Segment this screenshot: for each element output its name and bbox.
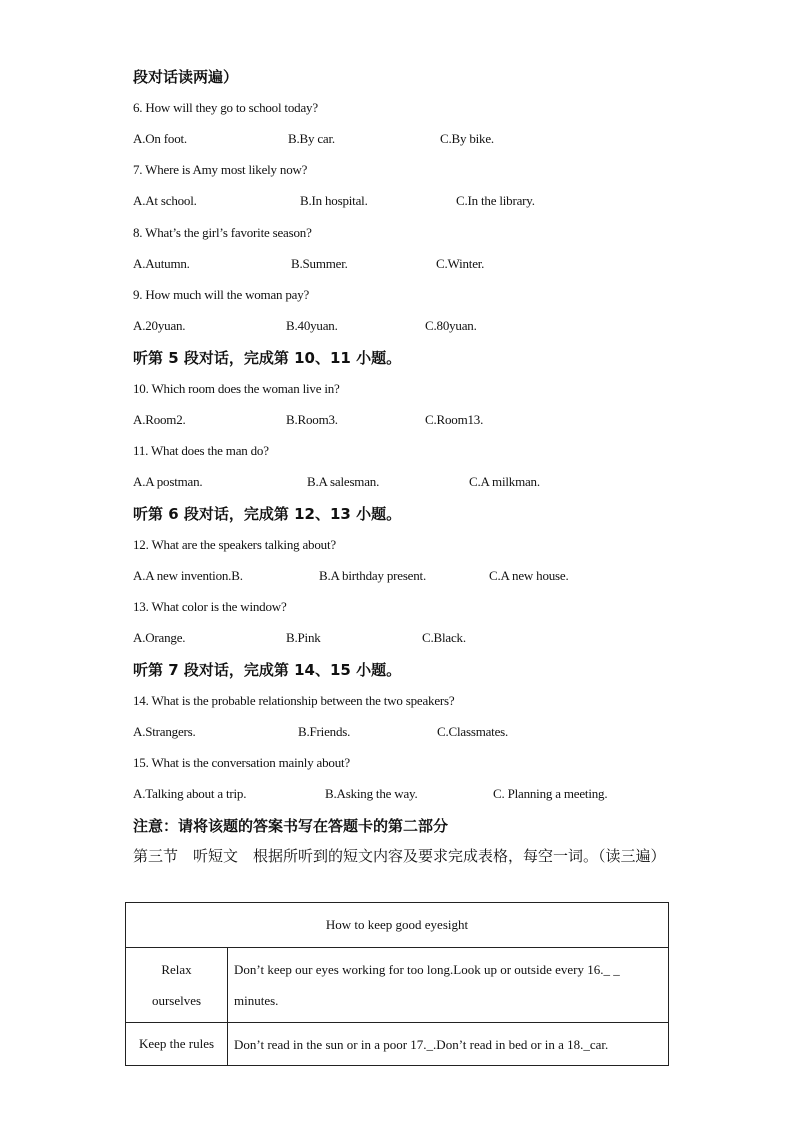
q15-option-a: A.Talking about a trip. xyxy=(133,786,247,801)
q13-option-b: B.Pink xyxy=(286,630,321,645)
row-content-rules: Don’t read in the sun or in a poor 17._.Don’t read in bed or in a 18._car. xyxy=(228,1023,669,1066)
question-13: 13. What color is the window? xyxy=(133,599,287,614)
section-fragment-heading: 段对话读两遍） xyxy=(133,68,239,86)
section-heading-7: 听第 7 段对话，完成第 14、15 小题。 xyxy=(133,661,402,679)
question-7: 7. Where is Amy most likely now? xyxy=(133,162,308,177)
q13-option-c: C.Black. xyxy=(422,630,466,645)
q9-option-a: A.20yuan. xyxy=(133,318,186,333)
q12-option-b: B.A birthday present. xyxy=(319,568,427,583)
q7-option-b: B.In hospital. xyxy=(300,193,368,208)
q8-option-c: C.Winter. xyxy=(436,256,485,271)
q6-option-c: C.By bike. xyxy=(440,131,494,146)
q15-option-b: B.Asking the way. xyxy=(325,786,418,801)
row-content-relax xyxy=(228,948,669,1023)
q10-option-a: A.Room2. xyxy=(133,412,186,427)
q12-option-c: C.A new house. xyxy=(489,568,569,583)
q9-option-b: B.40yuan. xyxy=(286,318,338,333)
q6-option-b: B.By car. xyxy=(288,131,335,146)
q8-option-b: B.Summer. xyxy=(291,256,348,271)
eyesight-table xyxy=(125,902,669,1066)
q7-option-c: C.In the library. xyxy=(456,193,535,208)
table-caption: How to keep good eyesight xyxy=(126,903,669,948)
row-label-relax xyxy=(126,948,228,1023)
table-row xyxy=(126,1023,669,1066)
section-heading-5: 听第 5 段对话，完成第 10、11 小题。 xyxy=(133,349,402,367)
q11-option-c: C.A milkman. xyxy=(469,474,540,489)
row-label-rules: Keep the rules xyxy=(126,1023,228,1066)
question-6: 6. How will they go to school today? xyxy=(133,100,318,115)
section-3-instructions: 第三节 听短文 根据所听到的短文内容及要求完成表格，每空一词。（读三遍） xyxy=(133,847,666,865)
q8-option-a: A.Autumn. xyxy=(133,256,190,271)
q14-option-b: B.Friends. xyxy=(298,724,351,739)
q9-option-c: C.80yuan. xyxy=(425,318,477,333)
question-8: 8. What’s the girl’s favorite season? xyxy=(133,225,312,240)
q10-option-b: B.Room3. xyxy=(286,412,338,427)
row-label-line: ourselves xyxy=(151,993,202,1008)
q7-option-a: A.At school. xyxy=(133,193,197,208)
question-11: 11. What does the man do? xyxy=(133,443,269,458)
q14-option-c: C.Classmates. xyxy=(437,724,509,739)
question-9: 9. How much will the woman pay? xyxy=(133,287,310,302)
q12-option-a: A.A new invention.B. xyxy=(133,568,243,583)
q14-option-a: A.Strangers. xyxy=(133,724,196,739)
q11-option-a: A.A postman. xyxy=(133,474,203,489)
q11-option-b: B.A salesman. xyxy=(307,474,380,489)
q6-option-a: A.On foot. xyxy=(133,131,187,146)
table-row xyxy=(126,948,669,1023)
q10-option-c: C.Room13. xyxy=(425,412,484,427)
question-10: 10. Which room does the woman live in? xyxy=(133,381,340,396)
row-label-line: Relax xyxy=(161,962,192,977)
answer-note: 注意：请将该题的答案书写在答题卡的第二部分 xyxy=(133,817,449,835)
q13-option-a: A.Orange. xyxy=(133,630,186,645)
section-heading-6: 听第 6 段对话，完成第 12、13 小题。 xyxy=(133,505,402,523)
question-12: 12. What are the speakers talking about? xyxy=(133,537,336,552)
q15-option-c: C. Planning a meeting. xyxy=(493,786,608,801)
question-15: 15. What is the conversation mainly about? xyxy=(133,755,350,770)
row-content-line: Don’t keep our eyes working for too long.Look up or outside every 16._ _ xyxy=(234,962,620,977)
question-14: 14. What is the probable relationship between the two speakers? xyxy=(133,693,455,708)
row-content-line: minutes. xyxy=(234,993,279,1008)
